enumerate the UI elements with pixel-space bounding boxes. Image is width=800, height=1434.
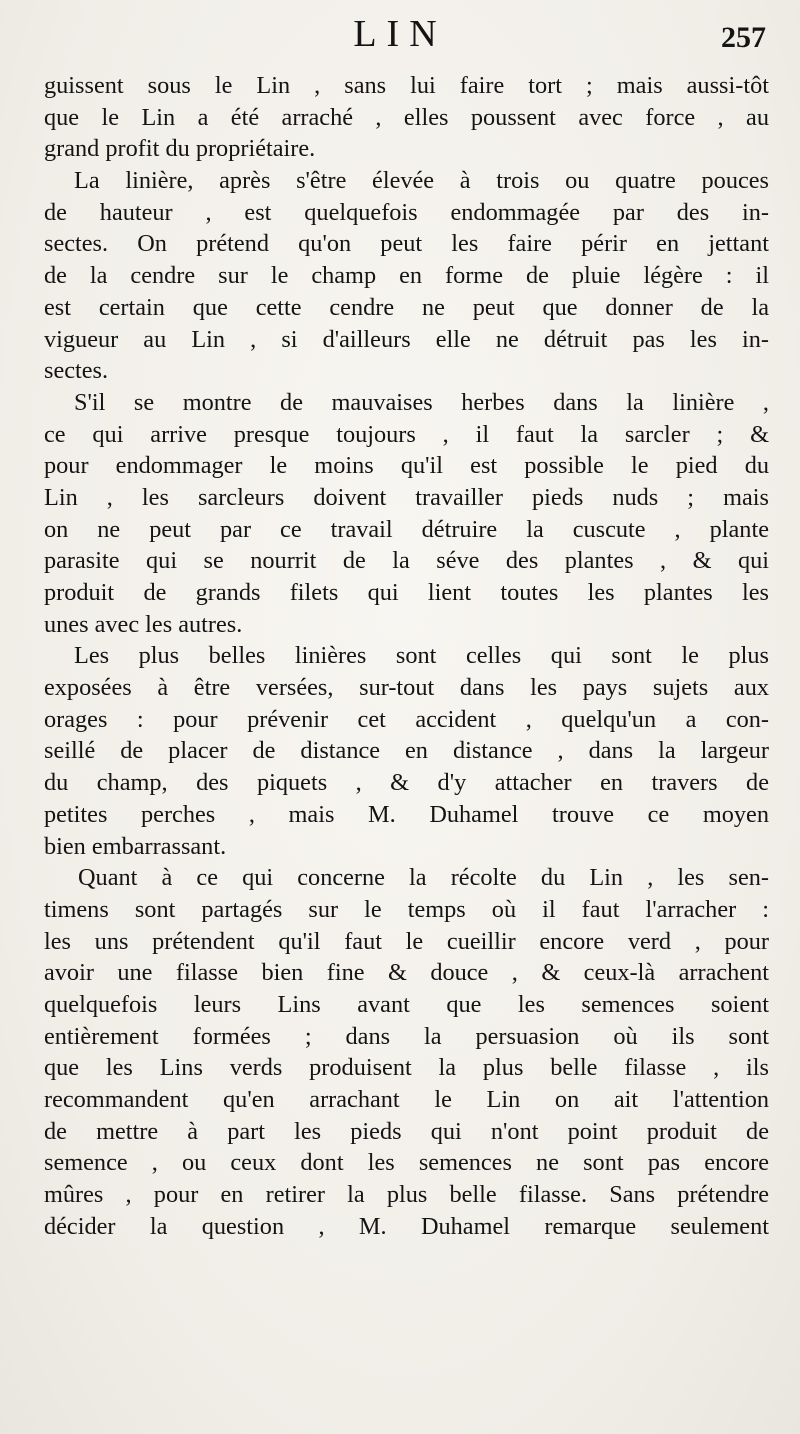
text-line: de hauteur , est quelquefois endommagée par des in- bbox=[44, 198, 769, 226]
text-line: S'il se montre de mauvaises herbes dans la linière , bbox=[74, 388, 769, 416]
text-line: de la cendre sur le champ en forme de pluie légère : il bbox=[44, 262, 769, 290]
text-line: petites perches , mais M. Duhamel trouve ce moyen bbox=[44, 800, 769, 828]
text-line: exposées à être versées, sur-tout dans les pays sujets aux bbox=[44, 674, 769, 702]
text-line: La linière, après s'être élevée à trois ou quatre pouces bbox=[74, 167, 769, 195]
text-line: unes avec les autres. bbox=[44, 610, 243, 638]
paragraph-4 bbox=[44, 640, 769, 862]
text-line: avoir une filasse bien fine & douce , & ceux-là arrachent bbox=[44, 959, 769, 987]
page-number: 257 bbox=[721, 21, 766, 54]
text-line: que le Lin a été arraché , elles poussent avec force , au bbox=[44, 103, 769, 131]
text-line: on ne peut par ce travail détruire la cuscute , plante bbox=[44, 515, 769, 543]
text-line: vigueur au Lin , si d'ailleurs elle ne détruit pas les in- bbox=[44, 325, 769, 353]
text-line: guissent sous le Lin , sans lui faire tort ; mais aussi-tôt bbox=[44, 72, 769, 99]
text-line: pour endommager le moins qu'il est possible le pied du bbox=[44, 452, 769, 480]
text-line: entièrement formées ; dans la persuasion où ils sont bbox=[44, 1022, 769, 1050]
text-line: seillé de placer de distance en distance , dans la largeur bbox=[44, 737, 769, 765]
paragraph-5 bbox=[44, 862, 769, 1242]
text-line: Quant à ce qui concerne la récolte du Lin , les sen- bbox=[78, 864, 769, 892]
paragraph-2 bbox=[44, 165, 769, 387]
text-line: produit de grands filets qui lient toutes les plantes les bbox=[44, 579, 769, 606]
paragraph-3 bbox=[44, 387, 769, 641]
text-line: est certain que cette cendre ne peut que donner de la bbox=[44, 293, 769, 321]
text-line: parasite qui se nourrit de la séve des plantes , & qui bbox=[44, 547, 769, 575]
text-line: de mettre à part les pieds qui n'ont point produit de bbox=[44, 1117, 769, 1145]
text-line: semence , ou ceux dont les semences ne sont pas encore bbox=[44, 1149, 769, 1177]
text-line: Lin , les sarcleurs doivent travailler pieds nuds ; mais bbox=[44, 483, 769, 511]
text-line: sectes. bbox=[44, 357, 109, 385]
text-line: ce qui arrive presque toujours , il faut la sarcler ; & bbox=[44, 420, 769, 448]
text-line: quelquefois leurs Lins avant que les semences soient bbox=[44, 990, 769, 1018]
text-line: du champ, des piquets , & d'y attacher en travers de bbox=[44, 769, 769, 797]
running-head: LIN bbox=[353, 13, 447, 55]
text-line: que les Lins verds produisent la plus belle filasse , ils bbox=[44, 1054, 769, 1082]
text-line: Les plus belles linières sont celles qui sont le plus bbox=[74, 642, 769, 670]
text-line: les uns prétendent qu'il faut le cueillir encore verd , pour bbox=[44, 927, 769, 955]
text-line: décider la question , M. Duhamel remarque seulement bbox=[44, 1212, 769, 1240]
text-line: bien embarrassant. bbox=[44, 832, 227, 860]
text-line: mûres , pour en retirer la plus belle filasse. Sans prétendre bbox=[44, 1181, 769, 1209]
text-line: sectes. On prétend qu'on peut les faire périr en jettant bbox=[44, 230, 769, 258]
text-line: timens sont partagés sur le temps où il faut l'arracher : bbox=[44, 895, 769, 923]
text-line: orages : pour prévenir cet accident , quelqu'un a con- bbox=[44, 705, 769, 733]
text-line: recommandent qu'en arrachant le Lin on ait l'attention bbox=[44, 1086, 769, 1113]
text-line: grand profit du propriétaire. bbox=[44, 135, 316, 163]
page-header bbox=[0, 6, 800, 66]
paragraph-1 bbox=[44, 70, 769, 165]
body-text bbox=[44, 70, 769, 1242]
